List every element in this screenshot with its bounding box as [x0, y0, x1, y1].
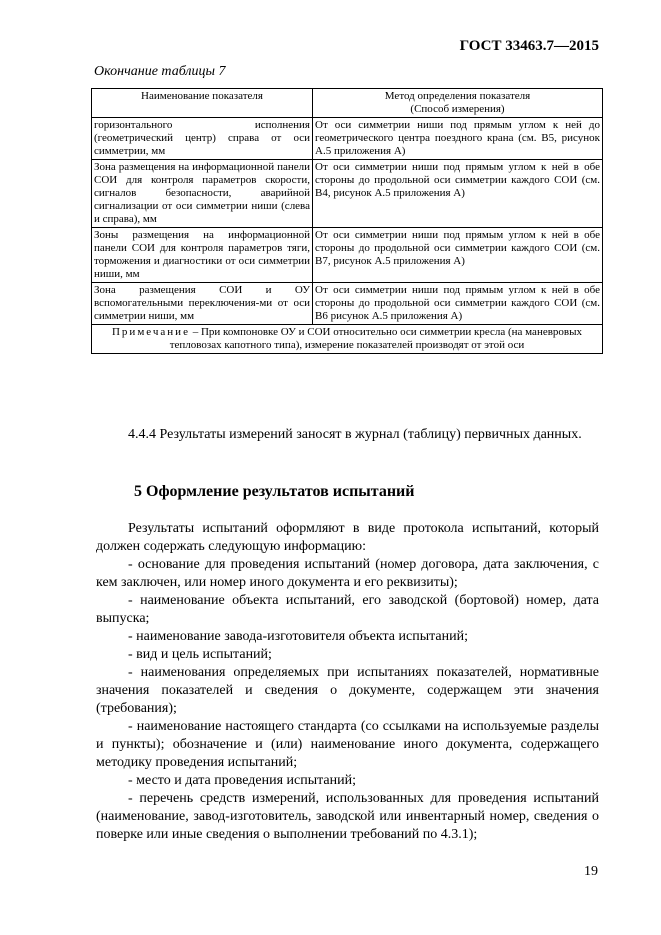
- table-header-row: [92, 89, 603, 118]
- parameter-cell: Зона размещения на информационной панели СОИ для контроля параметров скорости, сигналов безопасности, аварийной сигнализации от оси симметрии ниши (слева и справа), мм: [92, 160, 313, 228]
- parameter-cell: Зоны размещения на информационной панели СОИ для контроля параметров тяги, торможения и диагностики от оси симметрии ниши, мм: [92, 228, 313, 283]
- section-title: 5 Оформление результатов испытаний: [134, 483, 415, 500]
- method-cell: От оси симметрии ниши под прямым углом к ней до геометрического центра поездного крана (см. В5, рисунок А.5 приложения А): [313, 118, 603, 160]
- table-row: [92, 160, 603, 228]
- method-cell: От оси симметрии ниши под прямым углом к ней в обе стороны до продольной оси симметрии каждого СОИ (см. В4, рисунок А.5 приложения А): [313, 160, 603, 228]
- note-label: Примечание: [111, 326, 190, 338]
- list-item: - место и дата проведения испытаний;: [128, 773, 356, 788]
- standard-header: ГОСТ 33463.7—2015: [459, 38, 599, 54]
- table-caption: Окончание таблицы 7: [94, 64, 226, 79]
- method-cell: От оси симметрии ниши под прямым углом к ней в обе стороны до продольной оси симметрии каждого СОИ (см. В7, рисунок А.5 приложения А): [313, 228, 603, 283]
- table-note: [92, 325, 603, 354]
- note-text: – При компоновке ОУ и СОИ относительно оси симметрии кресла (на маневровых тепловозах капотного типа), измерение показателей производят от этой оси: [169, 326, 582, 351]
- list-item: - вид и цель испытаний;: [128, 647, 272, 662]
- parameters-table: [91, 88, 603, 354]
- method-cell: От оси симметрии ниши под прямым углом к ней в обе стороны до продольной оси симметрии каждого СОИ (см. В6 рисунок А.5 приложения А): [313, 283, 603, 325]
- paragraph-4-4-4: 4.4.4 Результаты измерений заносят в журнал (таблицу) первичных данных.: [128, 427, 582, 442]
- parameter-cell: горизонтального исполнения (геометрический центр) справа от оси симметрии, мм: [92, 118, 313, 160]
- column-header-method: Метод определения показателя (Способ измерения): [313, 89, 603, 118]
- list-item: - наименования определяемых при испытаниях показателей, нормативные значения показателей и сведения о документе, содержащем эти значения (требования);: [96, 665, 599, 716]
- table-row: [92, 118, 603, 160]
- list-item: - перечень средств измерений, использованных для проведения испытаний (наименование, завод-изготовитель, заводской или инвентарный номер, сведения о поверке или иные сведения о выполнении требований по 4.3.1);: [96, 791, 599, 842]
- list-item: - основание для проведения испытаний (номер договора, дата заключения, с кем заключен, или номер иного документа и его реквизиты);: [96, 557, 599, 590]
- column-header-parameter: Наименование показателя: [92, 89, 313, 118]
- parameter-cell: Зона размещения СОИ и ОУ вспомогательными переключения-ми от оси симметрии ниши, мм: [92, 283, 313, 325]
- list-item: - наименование объекта испытаний, его заводской (бортовой) номер, дата выпуска;: [96, 593, 599, 626]
- list-item: - наименование завода-изготовителя объекта испытаний;: [128, 629, 468, 644]
- table-row: [92, 283, 603, 325]
- page-number: 19: [584, 864, 598, 879]
- list-item: - наименование настоящего стандарта (со ссылками на используемые разделы и пункты); обозначение и (или) наименование иного документа, содержащего методику проведения испытаний;: [96, 719, 599, 770]
- intro-paragraph: Результаты испытаний оформляют в виде протокола испытаний, который должен содержать следующую информацию:: [96, 521, 599, 554]
- table-note-row: [92, 325, 603, 354]
- table-row: [92, 228, 603, 283]
